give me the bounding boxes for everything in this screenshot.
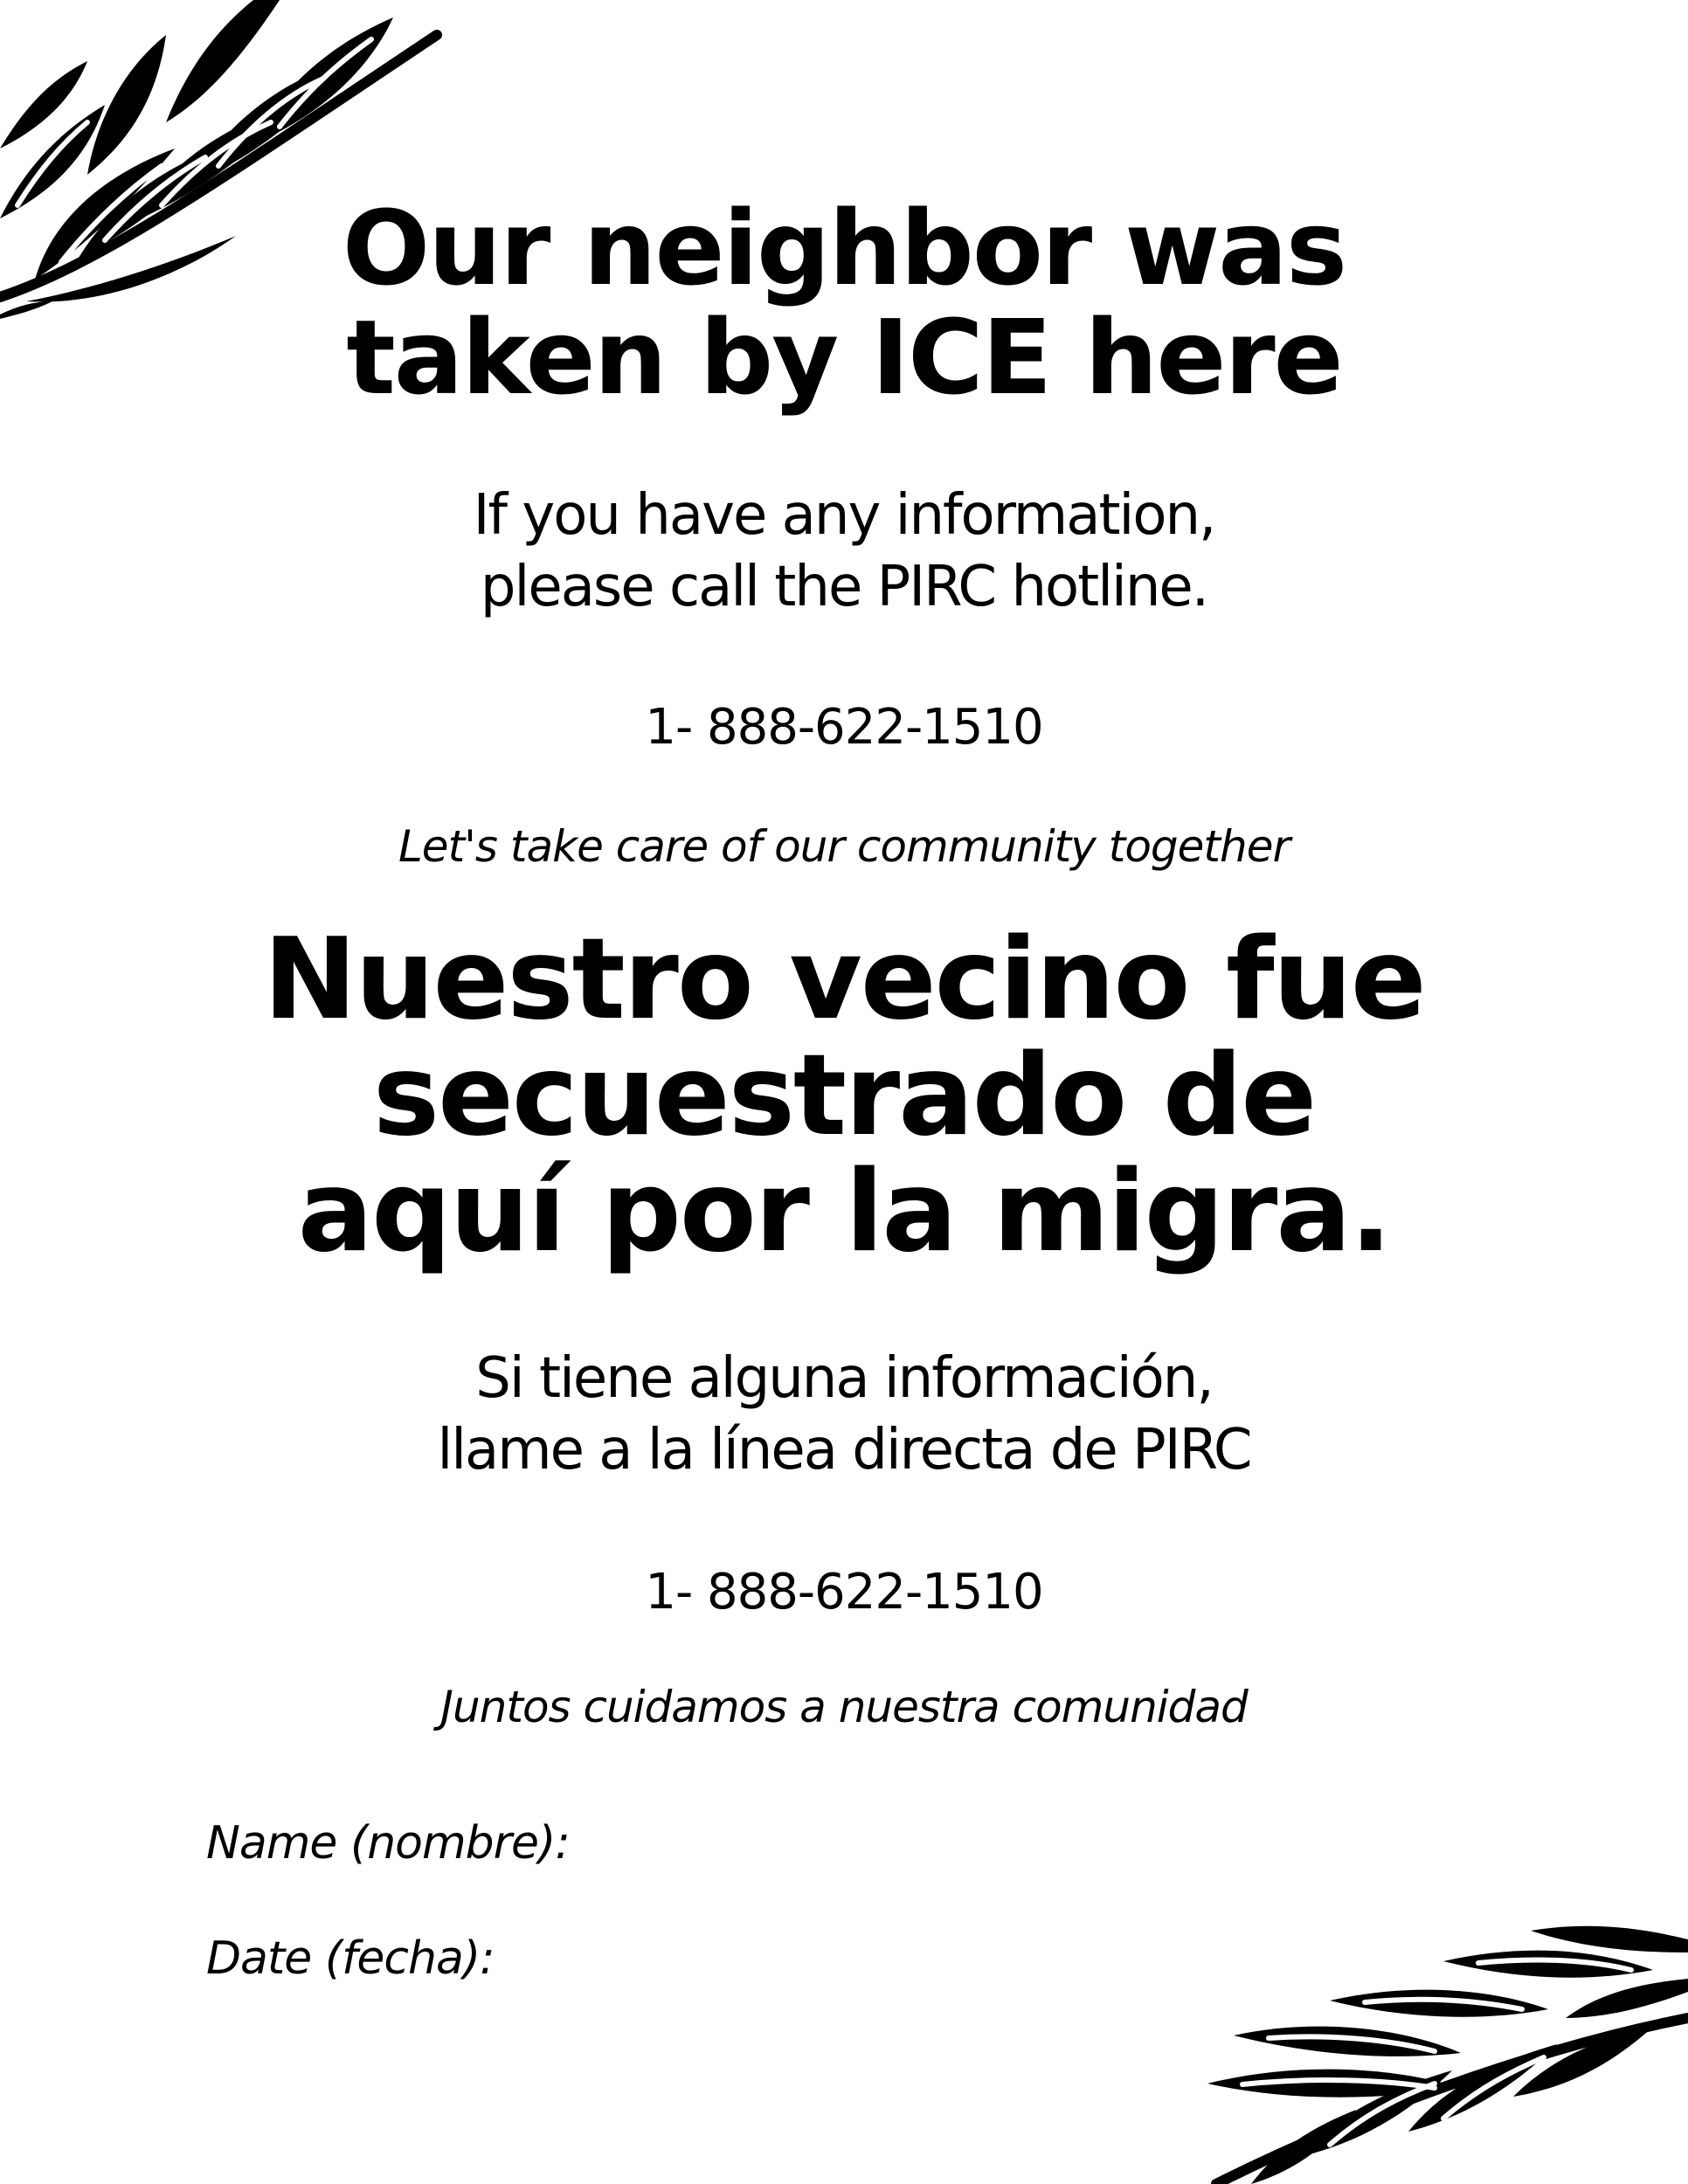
instructions-spanish-line-1: Si tiene alguna información, (475, 1346, 1213, 1411)
instructions-spanish (0, 1344, 1688, 1487)
headline-english-line-1: Our neighbor was (342, 188, 1346, 308)
headline-english (0, 188, 1688, 418)
hotline-phone-spanish: 1- 888-622-1510 (645, 1564, 1043, 1621)
leaf-branch-bottom-right-icon (1181, 1922, 1688, 2184)
instructions-spanish-line-2: llame a la línea directa de PIRC (437, 1417, 1251, 1482)
date-field-label: Date (fecha): (206, 1932, 495, 1985)
hotline-phone-english: 1- 888-622-1510 (645, 699, 1043, 756)
headline-spanish-line-1: Nuestro vecino fue (263, 915, 1425, 1045)
headline-spanish (0, 915, 1688, 1278)
headline-spanish-line-2: secuestrado de (372, 1031, 1316, 1162)
instructions-english (0, 480, 1688, 624)
tagline-english: Let's take care of our community together (398, 821, 1290, 872)
tagline-spanish: Juntos cuidamos a nuestra comunidad (440, 1682, 1248, 1732)
instructions-english-line-1: If you have any information, (473, 483, 1215, 548)
name-field-label: Name (nombre): (206, 1817, 570, 1870)
headline-english-line-2: taken by ICE here (346, 297, 1342, 418)
headline-spanish-line-3: aquí por la migra. (297, 1147, 1391, 1278)
instructions-english-line-2: please call the PIRC hotline. (480, 554, 1208, 619)
